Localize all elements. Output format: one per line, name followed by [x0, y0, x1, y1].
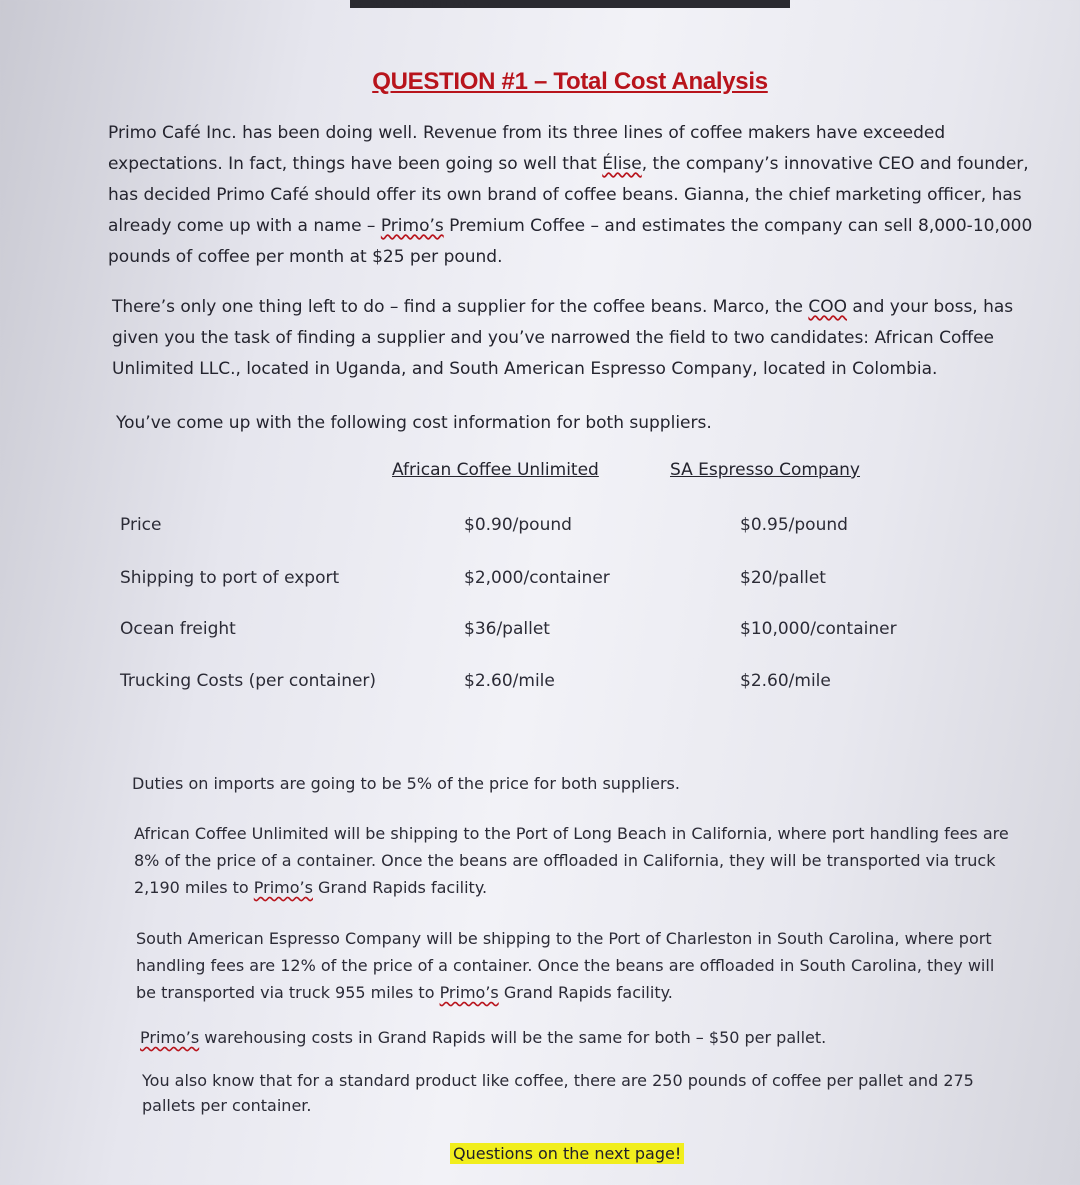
row-label-shipping: Shipping to port of export — [120, 568, 340, 588]
table-header-sa: SA Espresso Company — [670, 460, 860, 480]
cell-sa-ocean-freight: $10,000/container — [740, 619, 897, 639]
cell-african-shipping: $2,000/container — [464, 568, 610, 588]
cell-african-price: $0.90/pound — [464, 515, 572, 535]
cell-sa-shipping: $20/pallet — [740, 568, 826, 588]
page-title: QUESTION #1 – Total Cost Analysis — [372, 68, 768, 95]
cell-african-trucking: $2.60/mile — [464, 671, 555, 691]
intro-paragraph-3: You’ve come up with the following cost information for both suppliers. — [116, 413, 712, 433]
header-strip: MGT 357: SUPPLY CHAIN MANAGEMENT — [350, 0, 790, 8]
intro-paragraph-1: Primo Café Inc. has been doing well. Revenue from its three lines of coffee makers have exceeded expectations. In fact, things have been going so well that Élise, the company’s innovative CEO and founder, has decided Primo Café should offer its own brand of coffee beans. Gianna, the chief marketing officer, has already come up with a name – Primo’s Premium Coffee – and estimates the company can sell 8,000-10,000 pounds of coffee per month at $25 per pound. — [108, 123, 1033, 267]
row-label-trucking: Trucking Costs (per container) — [120, 671, 377, 691]
spellcheck-primos: Primo’s — [253, 878, 313, 897]
cell-sa-price: $0.95/pound — [740, 515, 848, 535]
intro-paragraph-2: There’s only one thing left to do – find a supplier for the coffee beans. Marco, the COO and your boss, has given you the task of finding a supplier and you’ve narrowed the field to two candidates: African Coffee Unlimited LLC., located in Uganda, and South American Espresso Company, located in Colombia. — [112, 297, 1014, 379]
row-label-ocean-freight: Ocean freight — [120, 619, 236, 639]
duties-paragraph: Duties on imports are going to be 5% of the price for both suppliers. — [132, 774, 680, 793]
sa-shipping-paragraph: South American Espresso Company will be shipping to the Port of Charleston in South Carolina, where port handling fees are 12% of the price of a container. Once the beans are offloaded in South Carolina, they will be transported via truck 955 miles to Primo’s Grand Rapids facility. — [136, 929, 995, 1002]
spellcheck-coo: COO — [808, 297, 847, 317]
spellcheck-primos: Primo’s — [140, 1028, 200, 1047]
next-page-highlight: Questions on the next page! — [450, 1143, 684, 1164]
pallets-paragraph: You also know that for a standard product like coffee, there are 250 pounds of coffee per pallet and 275 pallets per container. — [142, 1071, 974, 1115]
spellcheck-elise: Élise — [602, 154, 642, 174]
spellcheck-primos: Primo’s — [380, 216, 444, 236]
warehouse-paragraph: Primo’s warehousing costs in Grand Rapids will be the same for both – $50 per pallet. — [140, 1028, 827, 1047]
african-shipping-paragraph: African Coffee Unlimited will be shipping to the Port of Long Beach in California, where port handling fees are 8% of the price of a container. Once the beans are offloaded in California, they will be transported via truck 2,190 miles to Primo’s Grand Rapids facility. — [134, 824, 1009, 897]
cell-sa-trucking: $2.60/mile — [740, 671, 831, 691]
cell-african-ocean-freight: $36/pallet — [464, 619, 550, 639]
table-header-african: African Coffee Unlimited — [392, 460, 599, 480]
spellcheck-primos: Primo’s — [439, 983, 499, 1002]
row-label-price: Price — [120, 515, 162, 535]
